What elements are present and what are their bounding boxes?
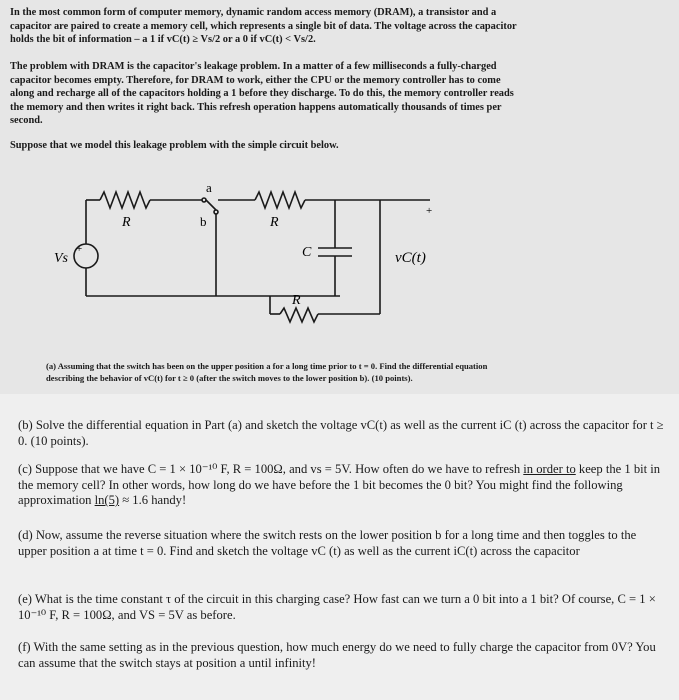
- question-c: [18, 462, 664, 509]
- switch-pivot: [214, 210, 218, 214]
- resistor-bottom: [280, 308, 318, 322]
- question-c-underlined: in order to: [523, 462, 576, 476]
- question-d: (d) Now, assume the reverse situation where the switch rests on the lower position b for a long time and then toggles to the upper position a at time t = 0. Find and sketch the voltage vC (t) as well as the current iC(t) across the capacitor: [18, 528, 637, 558]
- question-b: (b) Solve the differential equation in Part (a) and sketch the voltage vC(t) as well as the current iC (t) across the capacitor for t ≥ 0. (10 points).: [18, 418, 664, 448]
- question-c-text-start: (c) Suppose that we have C = 1 × 10⁻¹⁰ F, R = 100Ω, and vs = 5V. How often do we have to refresh: [18, 462, 524, 476]
- question-c-ln: ln(5): [94, 493, 120, 508]
- intro-paragraph: In the most common form of computer memory, dynamic random access memory (DRAM), a transistor and a capacitor are paired to create a memory cell, which represents a single bit of data. The voltage across the capacitor holds the bit of information – a 1 if vC(t) ≥ Vs/2 or a 0 if vC(t) < Vs/2.: [10, 7, 517, 46]
- resistor-top-right: [255, 192, 305, 208]
- switch-blade: [206, 200, 216, 210]
- resistor-top-left-label: R: [122, 215, 131, 230]
- question-e: (e) What is the time constant τ of the circuit in this charging case? How fast can we turn a 0 bit into a 1 bit? Of course, C = 1 × 10⁻¹⁰ F, R = 100Ω, and VS = 5V as before.: [18, 592, 656, 622]
- resistor-top-left: [100, 192, 150, 208]
- suppose-paragraph: Suppose that we model this leakage problem with the simple circuit below.: [10, 140, 339, 151]
- question-a: (a) Assuming that the switch has been on the upper position a for a long time prior to t = 0. Find the differential equation describing the behavior of vC(t) for t ≥ 0 (after the switch moves to the lower position b). (10 points).: [46, 361, 488, 383]
- resistor-bottom-label: R: [292, 293, 301, 308]
- leakage-paragraph: The problem with DRAM is the capacitor's leakage problem. In a matter of a few milliseconds a fully-charged capacitor becomes empty. Therefore, for DRAM to work, either the CPU or the memory controller has to come along and recharge all of the capacitors holding a 1 before they discharge. To do this, the memory controller reads the memory and then writes it right back. This refresh operation happens automatically thousands of times per second.: [10, 61, 514, 127]
- question-c-text-mid: keep the 1 bit in the memory cell? In other words, how long do we have before the 1 bit becomes the 0 bit? You might find the following approximation: [18, 462, 661, 508]
- output-plus-sign: +: [426, 205, 433, 217]
- resistor-top-right-label: R: [270, 215, 279, 230]
- capacitor-label: C: [302, 245, 312, 260]
- switch-a-label: a: [206, 180, 212, 195]
- switch-terminal-a: [202, 198, 206, 202]
- source-plus-sign: +: [76, 243, 83, 255]
- source-label: Vs: [54, 251, 68, 266]
- switch-b-label: b: [200, 214, 207, 229]
- question-c-text-end: ≈ 1.6 handy!: [119, 493, 187, 508]
- output-voltage-label: vC(t): [395, 250, 426, 266]
- circuit-diagram: [40, 178, 500, 348]
- question-f: (f) With the same setting as in the previous question, how much energy do we need to fully charge the capacitor from 0V? You can assume that the switch stays at position a until infinity!: [18, 640, 656, 670]
